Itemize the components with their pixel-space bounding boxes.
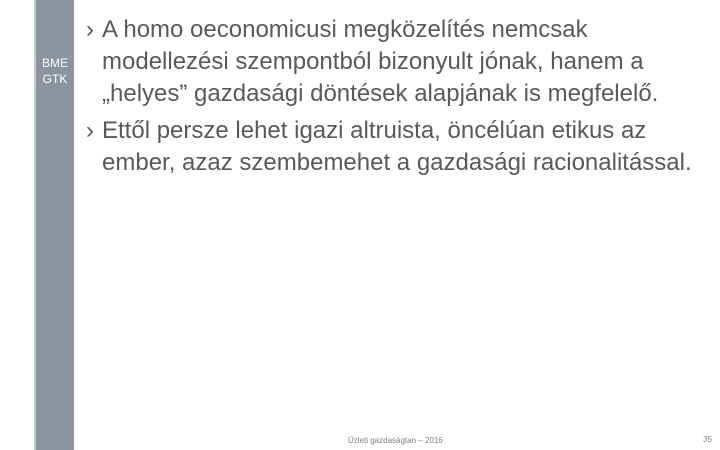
logo-line-bme: BME [41,56,68,70]
slide-content [86,14,696,184]
bme-gtk-logo [36,55,74,87]
bullet-text: A homo oeconomicusi megközelítés nemcsak modellezési szempontból bizonyult jónak, hanem a „helyes” gazdasági döntések alapjának is megfelelő. [102,16,659,107]
footer-title: Üzleti gazdaságtan – 2016 [348,436,443,445]
bullet-item [86,115,696,179]
bullet-text: Ettől persze lehet igazi altruista, öncélúan etikus az ember, azaz szembemehet a gazdasági racionalitással. [102,117,692,176]
logo-line-gtk: GTK [42,72,68,86]
bullet-item [86,14,696,110]
page-number: 35 [703,435,712,444]
chevron-bullet-icon: › [86,16,94,43]
chevron-bullet-icon: › [86,117,94,144]
